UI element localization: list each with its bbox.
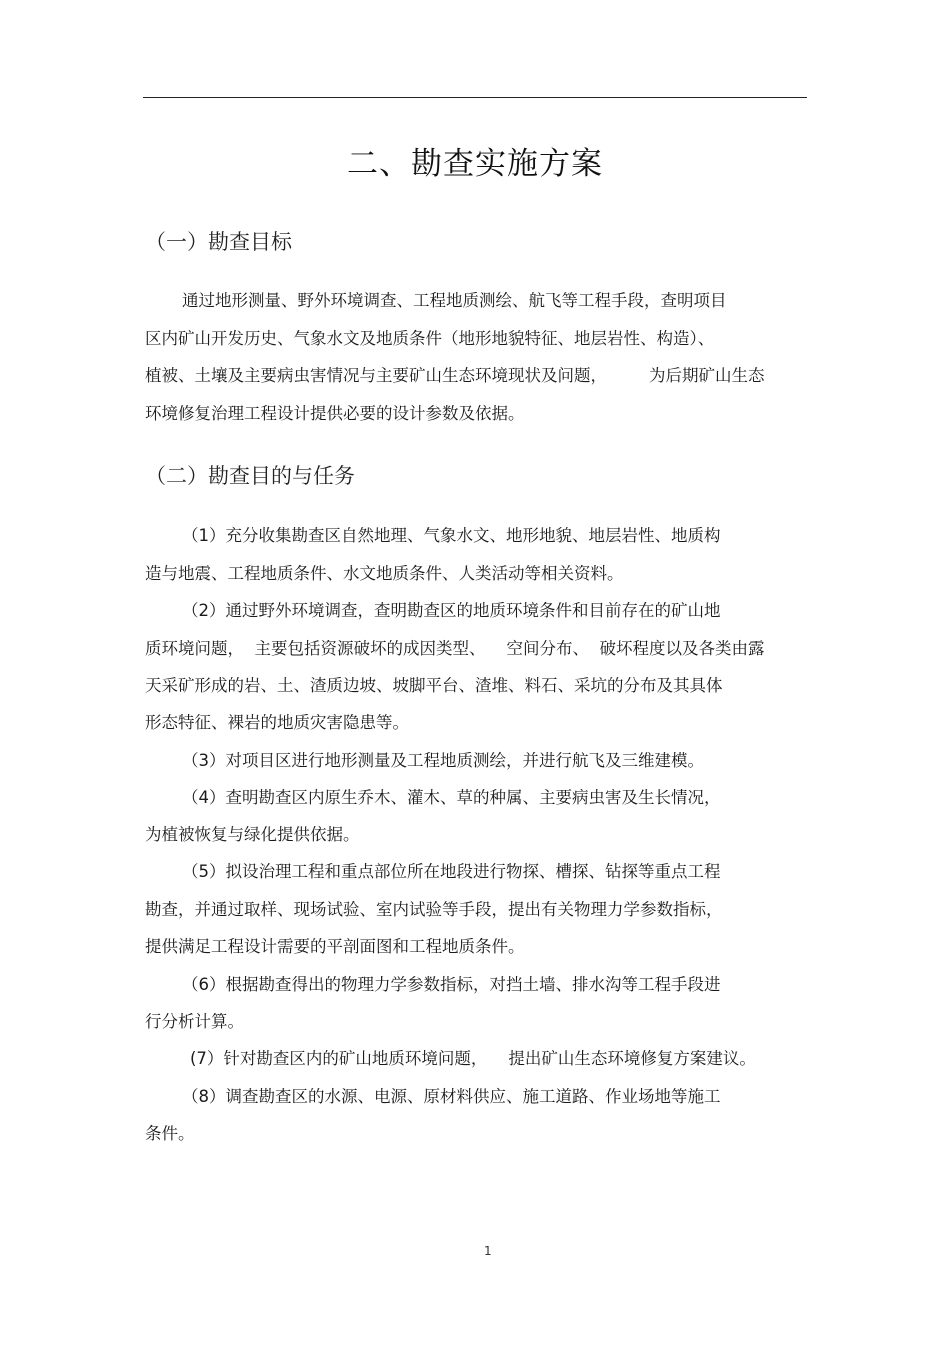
paragraph-line: 区内矿山开发历史、气象水文及地质条件（地形地貌特征、地层岩性、构造）、	[145, 329, 715, 348]
paragraph-line: 形态特征、裸岩的地质灾害隐患等。	[145, 713, 409, 732]
paragraph-line: 通过地形测量、野外环境调查、工程地质测绘、航飞等工程手段，查明项目	[182, 291, 727, 310]
paragraph-line: 天采矿形成的岩、土、渣质边坡、坡脚平台、渣堆、料石、采坑的分布及其具体	[145, 676, 723, 695]
paragraph-line: 行分析计算。	[145, 1012, 244, 1031]
paragraph-line: 造与地震、工程地质条件、水文地质条件、人类活动等相关资料。	[145, 564, 624, 583]
paragraph-line: (7）针对勘查区内的矿山地质环境问题， 提出矿山生态环境修复方案建议。	[190, 1049, 756, 1068]
paragraph-line: 勘查，并通过取样、现场试验、室内试验等手段，提出有关物理力学参数指标，	[145, 900, 723, 919]
paragraph-line: （3）对项目区进行地形测量及工程地质测绘，并进行航飞及三维建模。	[182, 751, 704, 770]
paragraph-line: 植被、土壤及主要病虫害情况与主要矿山生态环境现状及问题， 为后期矿山生态	[145, 366, 765, 385]
paragraph-line: （2）通过野外环境调查，查明勘查区的地质环境条件和目前存在的矿山地	[182, 601, 721, 620]
section-heading-goal: （一）勘查目标	[145, 230, 292, 254]
paragraph-line: （1）充分收集勘查区自然地理、气象水文、地形地貌、地层岩性、地质构	[182, 526, 721, 545]
paragraph-line: （5）拟设治理工程和重点部位所在地段进行物探、槽探、钻探等重点工程	[182, 862, 721, 881]
paragraph-line: 提供满足工程设计需要的平剖面图和工程地质条件。	[145, 937, 525, 956]
paragraph-line: 环境修复治理工程设计提供必要的设计参数及依据。	[145, 404, 525, 423]
paragraph-line: （6）根据勘查得出的物理力学参数指标，对挡土墙、排水沟等工程手段进	[182, 975, 721, 994]
paragraph-line: 条件。	[145, 1124, 195, 1143]
page-title: 二、勘查实施方案	[347, 146, 603, 182]
header-rule	[143, 97, 807, 98]
paragraph-line: 为植被恢复与绿化提供依据。	[145, 825, 360, 844]
page-number: 1	[484, 1244, 492, 1258]
paragraph-line: 质环境问题， 主要包括资源破坏的成因类型、 空间分布、 破坏程度以及各类由露	[145, 639, 765, 658]
paragraph-line: （4）查明勘查区内原生乔木、灌木、草的种属、主要病虫害及生长情况，	[182, 788, 721, 807]
section-heading-tasks: （二）勘查目的与任务	[145, 464, 355, 488]
paragraph-line: （8）调查勘查区的水源、电源、原材料供应、施工道路、作业场地等施工	[182, 1087, 721, 1106]
